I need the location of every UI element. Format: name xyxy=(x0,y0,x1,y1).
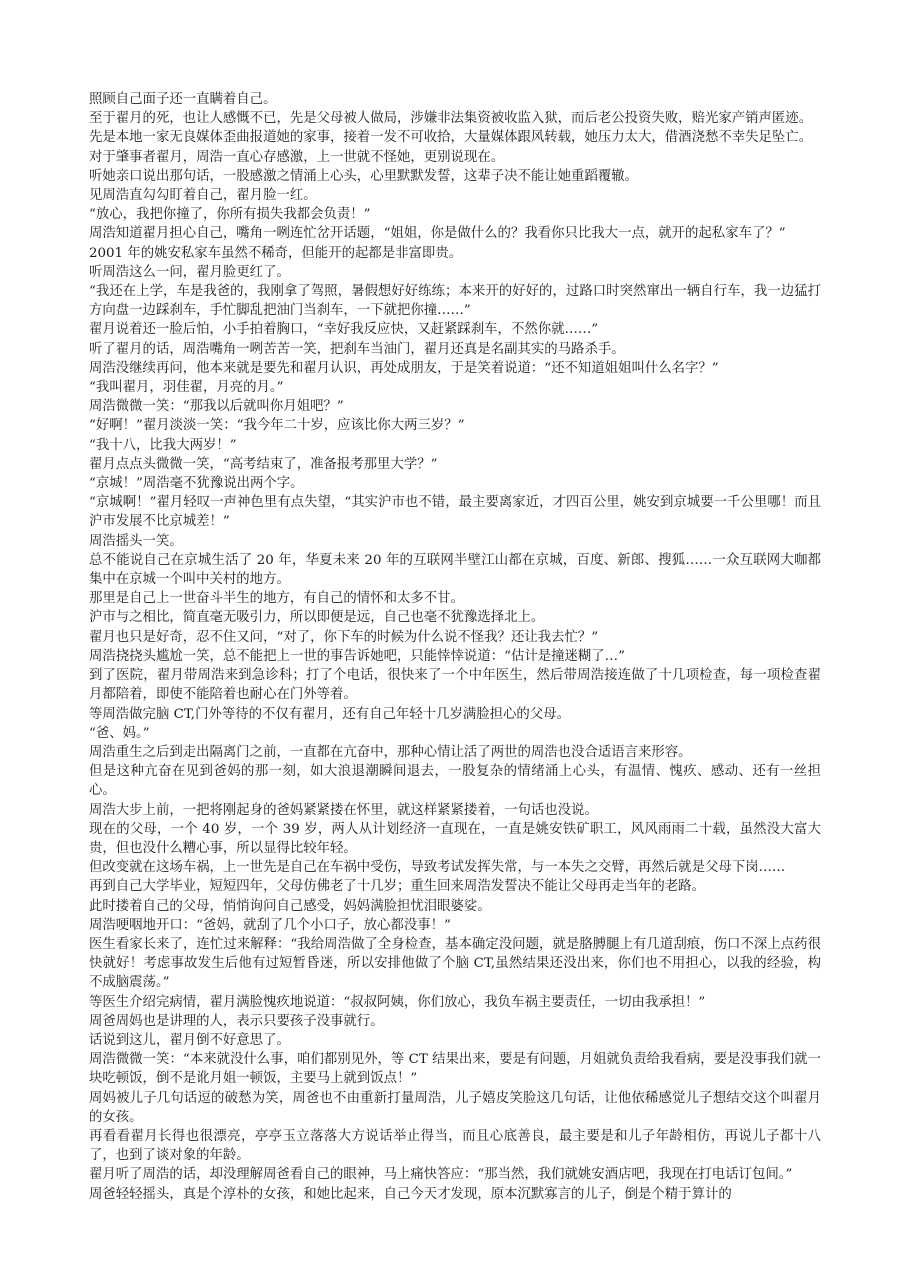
paragraph: 对于肇事者翟月，周浩一直心存感激，上一世就不怪她，更别说现在。 xyxy=(89,149,505,165)
paragraph: “我叫翟月，羽佳翟，月亮的月。” xyxy=(89,380,284,396)
paragraph: 等周浩做完脑 CT,门外等待的不仅有翟月，还有自己年轻十几岁满脸担心的父母。 xyxy=(89,706,570,722)
paragraph: 听周浩这么一问，翟月脸更红了。 xyxy=(89,264,290,280)
paragraph: 翟月说着还一脸后怕，小手拍着胸口，“幸好我反应快，又赶紧踩刹车，不然你就……” xyxy=(89,322,599,338)
paragraph: 此时搂着自己的父母，悄悄询问自己感受，妈妈满脸担忧泪眼婆娑。 xyxy=(89,898,491,914)
paragraph: “我十八，比我大两岁！” xyxy=(89,437,237,453)
paragraph: 翟月点点头微微一笑，“高考结束了，准备报考那里大学？” xyxy=(89,456,438,472)
paragraph: “放心，我把你撞了，你所有损失我都会负责！” xyxy=(89,207,371,223)
paragraph: 到了医院，翟月带周浩来到急诊科；打了个电话，很快来了一个中年医生，然后带周浩接连做了十几项检查，每一项检查翟月都陪着，即使不能陪着也耐心在门外等着。 xyxy=(89,668,821,703)
paragraph: 见周浩直勾勾盯着自己，翟月脸一红。 xyxy=(89,188,317,204)
paragraph: 听她亲口说出那句话，一股感激之情涌上心头，心里默默发誓，这辈子决不能让她重蹈覆辙。 xyxy=(89,168,639,184)
paragraph: 翟月听了周浩的话，却没理解周爸看自己的眼神，马上痛快答应：“那当然，我们就姚安酒店吧，我现在打电话订包间。” xyxy=(89,1167,793,1183)
paragraph: 翟月也只是好奇，忍不住又问，“对了，你下车的时候为什么说不怪我？还让我去忙？” xyxy=(89,629,599,645)
paragraph: 周浩知道翟月担心自己，嘴角一咧连忙岔开话题，“姐姐，你是做什么的？我看你只比我大一点，就开的起私家车了？” xyxy=(89,226,786,242)
paragraph: 现在的父母，一个 40 岁，一个 39 岁，两人从计划经济一直现在，一直是姚安铁矿职工，风风雨雨二十载，虽然没大富大贵，但也没什么糟心事，所以显得比较年轻。 xyxy=(89,821,821,856)
paragraph: 听了翟月的话，周浩嘴角一咧苦苦一笑，把刹车当油门，翟月还真是名副其实的马路杀手。 xyxy=(89,341,625,357)
paragraph: 医生看家长来了，连忙过来解释：“我给周浩做了全身检查，基本确定没问题，就是胳膊腿上有几道刮痕，伤口不深上点药很快就好！考虑事故发生后他有过短暂昏迷，所以安排他做了个脑 CT,虽然结果还没出来，你们也不用担心，以我的经验，构不成脑震荡。” xyxy=(89,936,821,991)
paragraph: 周妈被儿子几句话逗的破愁为笑，周爸也不由重新打量周浩，儿子嬉皮笑脸这几句话，让他依稀感觉儿子想结交这个叫翟月的女孩。 xyxy=(89,1090,821,1125)
paragraph: “我还在上学，车是我爸的，我刚拿了驾照，暑假想好好练练；本来开的好好的，过路口时突然窜出一辆自行车，我一边猛打方向盘一边踩刹车，手忙脚乱把油门当刹车，一下就把你撞……” xyxy=(89,284,821,319)
paragraph: 周爸周妈也是讲理的人，表示只要孩子没事就行。 xyxy=(89,1013,384,1029)
paragraph: 等医生介绍完病情，翟月满脸愧疚地说道：“叔叔阿姨，你们放心，我负车祸主要责任，一切由我承担！” xyxy=(89,994,706,1010)
paragraph: 那里是自己上一世奋斗半生的地方，有自己的情怀和太多不甘。 xyxy=(89,591,464,607)
paragraph: 照顾自己面子还一直瞒着自己。 xyxy=(89,92,277,107)
paragraph: 周浩大步上前，一把将刚起身的爸妈紧紧搂在怀里，就这样紧紧搂着，一句话也没说。 xyxy=(89,802,598,818)
document-body xyxy=(89,90,821,1204)
paragraph: 沪市与之相比，简直毫无吸引力，所以即便是远，自己也毫不犹豫选择北上。 xyxy=(89,610,545,626)
paragraph: 总不能说自己在京城生活了 20 年，华夏未来 20 年的互联网半壁江山都在京城，百度、新郎、搜狐……一众互联网大咖都集中在京城一个叫中关村的地方。 xyxy=(89,552,821,588)
paragraph: 周浩重生之后到走出隔离门之前，一直都在亢奋中，那种心情让活了两世的周浩也没合适语言来形容。 xyxy=(89,744,692,760)
paragraph: 周浩微微一笑：“那我以后就叫你月姐吧？” xyxy=(89,399,344,415)
paragraph: 周爸轻轻摇头，真是个淳朴的女孩，和她比起来，自己今天才发现，原本沉默寡言的儿子，倒是个精于算计的 xyxy=(89,1186,732,1202)
paragraph: 再到自己大学毕业，短短四年，父母仿佛老了十几岁；重生回来周浩发誓决不能让父母再走当年的老路。 xyxy=(89,879,705,895)
paragraph: 周浩没继续再问，他本来就是要先和翟月认识，再处成朋友，于是笑着说道：“还不知道姐姐叫什么名字？” xyxy=(89,360,719,376)
paragraph: 再看看翟月长得也很漂亮，亭亭玉立落落大方说话举止得当，而且心底善良，最主要是和儿子年龄相仿，再说儿子都十八了，也到了谈对象的年龄。 xyxy=(89,1128,821,1164)
paragraph: 话说到这儿，翟月倒不好意思了。 xyxy=(89,1032,290,1048)
paragraph: 但是这种亢奋在见到爸妈的那一刻，如大浪退潮瞬间退去，一股复杂的情绪涌上心头，有温情、愧疚、感动、还有一丝担心。 xyxy=(89,764,821,799)
paragraph: “京城！”周浩毫不犹豫说出两个字。 xyxy=(89,476,304,492)
paragraph: 但改变就在这场车祸，上一世先是自己在车祸中受伤，导致考试发挥失常，与一本失之交臂，再然后就是父母下岗…… xyxy=(89,860,786,876)
paragraph: 先是本地一家无良媒体歪曲报道她的家事，接着一发不可收拾，大量媒体跟风转载，她压力太大，借酒浇愁不幸失足坠亡。 xyxy=(89,130,813,146)
paragraph: 2001 年的姚安私家车虽然不稀奇，但能开的起都是非富即贵。 xyxy=(89,245,463,261)
paragraph: 周浩哽咽地开口：“爸妈，就刮了几个小口子，放心都没事！” xyxy=(89,917,451,933)
paragraph: “爸、妈。” xyxy=(89,725,150,741)
paragraph: 周浩摇头一笑。 xyxy=(89,533,183,549)
paragraph: “京城啊！”翟月轻叹一声神色里有点失望，“其实沪市也不错，最主要离家近，才四百公里，姚安到京城要一千公里哪！而且沪市发展不比京城差！” xyxy=(89,495,821,530)
paragraph: “好啊！”翟月淡淡一笑：“我今年二十岁，应该比你大两三岁？” xyxy=(89,418,465,434)
paragraph: 至于翟月的死，也让人感慨不已，先是父母被人做局，涉嫌非法集资被收监入狱，而后老公投资失败，赔光家产销声匿迹。 xyxy=(89,111,813,127)
paragraph: 周浩微微一笑：“本来就没什么事，咱们都别见外，等 CT 结果出来，要是有问题，月姐就负责给我看病，要是没事我们就一块吃顿饭，倒不是讹月姐一顿饭，主要马上就到饭点！” xyxy=(89,1052,821,1087)
paragraph: 周浩挠挠头尴尬一笑，总不能把上一世的事告诉她吧，只能悻悻说道：“估计是撞迷糊了…” xyxy=(89,648,625,664)
